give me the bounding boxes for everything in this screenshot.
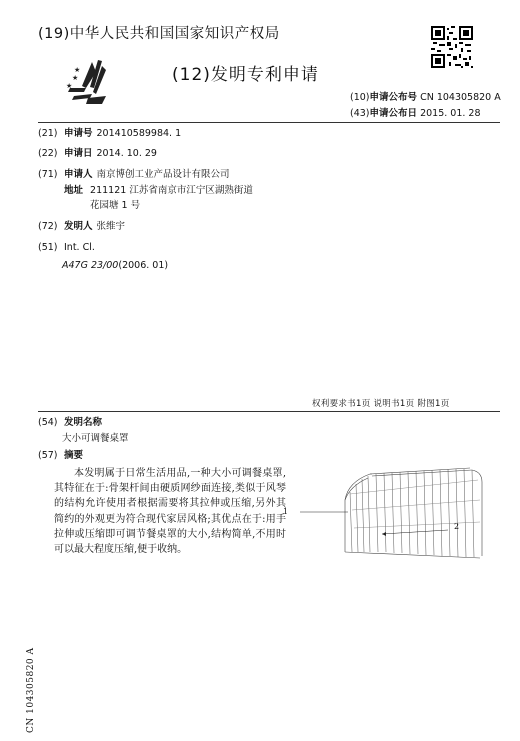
publication-number-code: (10)	[350, 92, 370, 103]
abstract-heading-row	[38, 449, 87, 463]
svg-text:★: ★	[66, 82, 73, 90]
int-cl-class-row	[62, 259, 168, 273]
int-cl-version: (2006. 01)	[118, 260, 169, 271]
office-name: (19)中华人民共和国国家知识产权局	[38, 26, 280, 42]
address-row	[64, 184, 253, 198]
title-row	[38, 416, 106, 430]
publication-number-label: 申请公布号	[369, 92, 418, 103]
abstract-code: (57)	[38, 450, 58, 461]
middle-divider	[38, 411, 500, 412]
address-line-1: 211121 江苏省南京市江宁区湖熟街道	[90, 185, 253, 196]
inventor-code: (72)	[38, 221, 58, 232]
table-cover-drawing	[290, 460, 500, 570]
applicant-row	[38, 168, 230, 182]
inventor-row	[38, 220, 125, 234]
side-publication-number: CN 104305820 A	[26, 647, 36, 733]
int-cl-row	[38, 241, 95, 255]
application-date-label: 申请日	[64, 148, 93, 159]
qr-code-icon	[431, 26, 473, 68]
int-cl-class: A47G 23/00	[62, 260, 119, 271]
invention-title: 大小可调餐桌罩	[62, 433, 129, 444]
svg-text:★: ★	[72, 74, 79, 82]
header-divider	[38, 122, 500, 123]
svg-text:★: ★	[74, 66, 81, 74]
applicant-name: 南京博创工业产品设计有限公司	[96, 169, 230, 180]
publication-info	[350, 90, 501, 122]
publication-date: 2015. 01. 28	[420, 108, 481, 119]
document-type: (12)发明专利申请	[172, 65, 319, 85]
figure-label-2: 2	[454, 522, 460, 531]
publication-number: CN 104305820 A	[420, 92, 501, 103]
cnipa-emblem-icon	[62, 58, 124, 106]
inventor-name: 张维宇	[96, 221, 126, 232]
int-cl-label: Int. Cl.	[64, 242, 95, 253]
publication-number-row	[350, 90, 501, 106]
application-date-row	[38, 147, 157, 161]
publication-date-row	[350, 106, 501, 122]
title-code: (54)	[38, 417, 58, 428]
applicant-label: 申请人	[64, 169, 93, 180]
application-date: 2014. 10. 29	[96, 148, 157, 159]
applicant-code: (71)	[38, 169, 58, 180]
application-number-label: 申请号	[64, 128, 93, 139]
address-label: 地址	[64, 185, 84, 196]
abstract-text: 本发明属于日常生活用品,一种大小可调餐桌罩,其特征在于:骨架杆间由硬质网纱面连接,类似于风琴的结构允许使用者根据需要将其拉伸或压缩,另外其简约的外观更为符合现代家居风格;其优点在于:用手拉伸或压缩即可调节餐桌罩的大小,结构简单,不用时可以最大程度压缩,便于收纳。	[54, 468, 286, 556]
figure-label-1: 1	[283, 507, 289, 516]
application-date-code: (22)	[38, 148, 58, 159]
address-line-2: 花园塘 1 号	[90, 200, 141, 211]
application-number-row	[38, 127, 181, 141]
pages-summary: 权利要求书1页 说明书1页 附图1页	[312, 399, 450, 409]
publication-date-code: (43)	[350, 108, 370, 119]
application-number-code: (21)	[38, 128, 58, 139]
title-label: 发明名称	[64, 417, 103, 428]
abstract-label: 摘要	[64, 450, 84, 461]
application-number: 201410589984. 1	[96, 128, 182, 139]
publication-date-label: 申请公布日	[369, 108, 418, 119]
int-cl-code: (51)	[38, 242, 58, 253]
inventor-label: 发明人	[64, 221, 93, 232]
